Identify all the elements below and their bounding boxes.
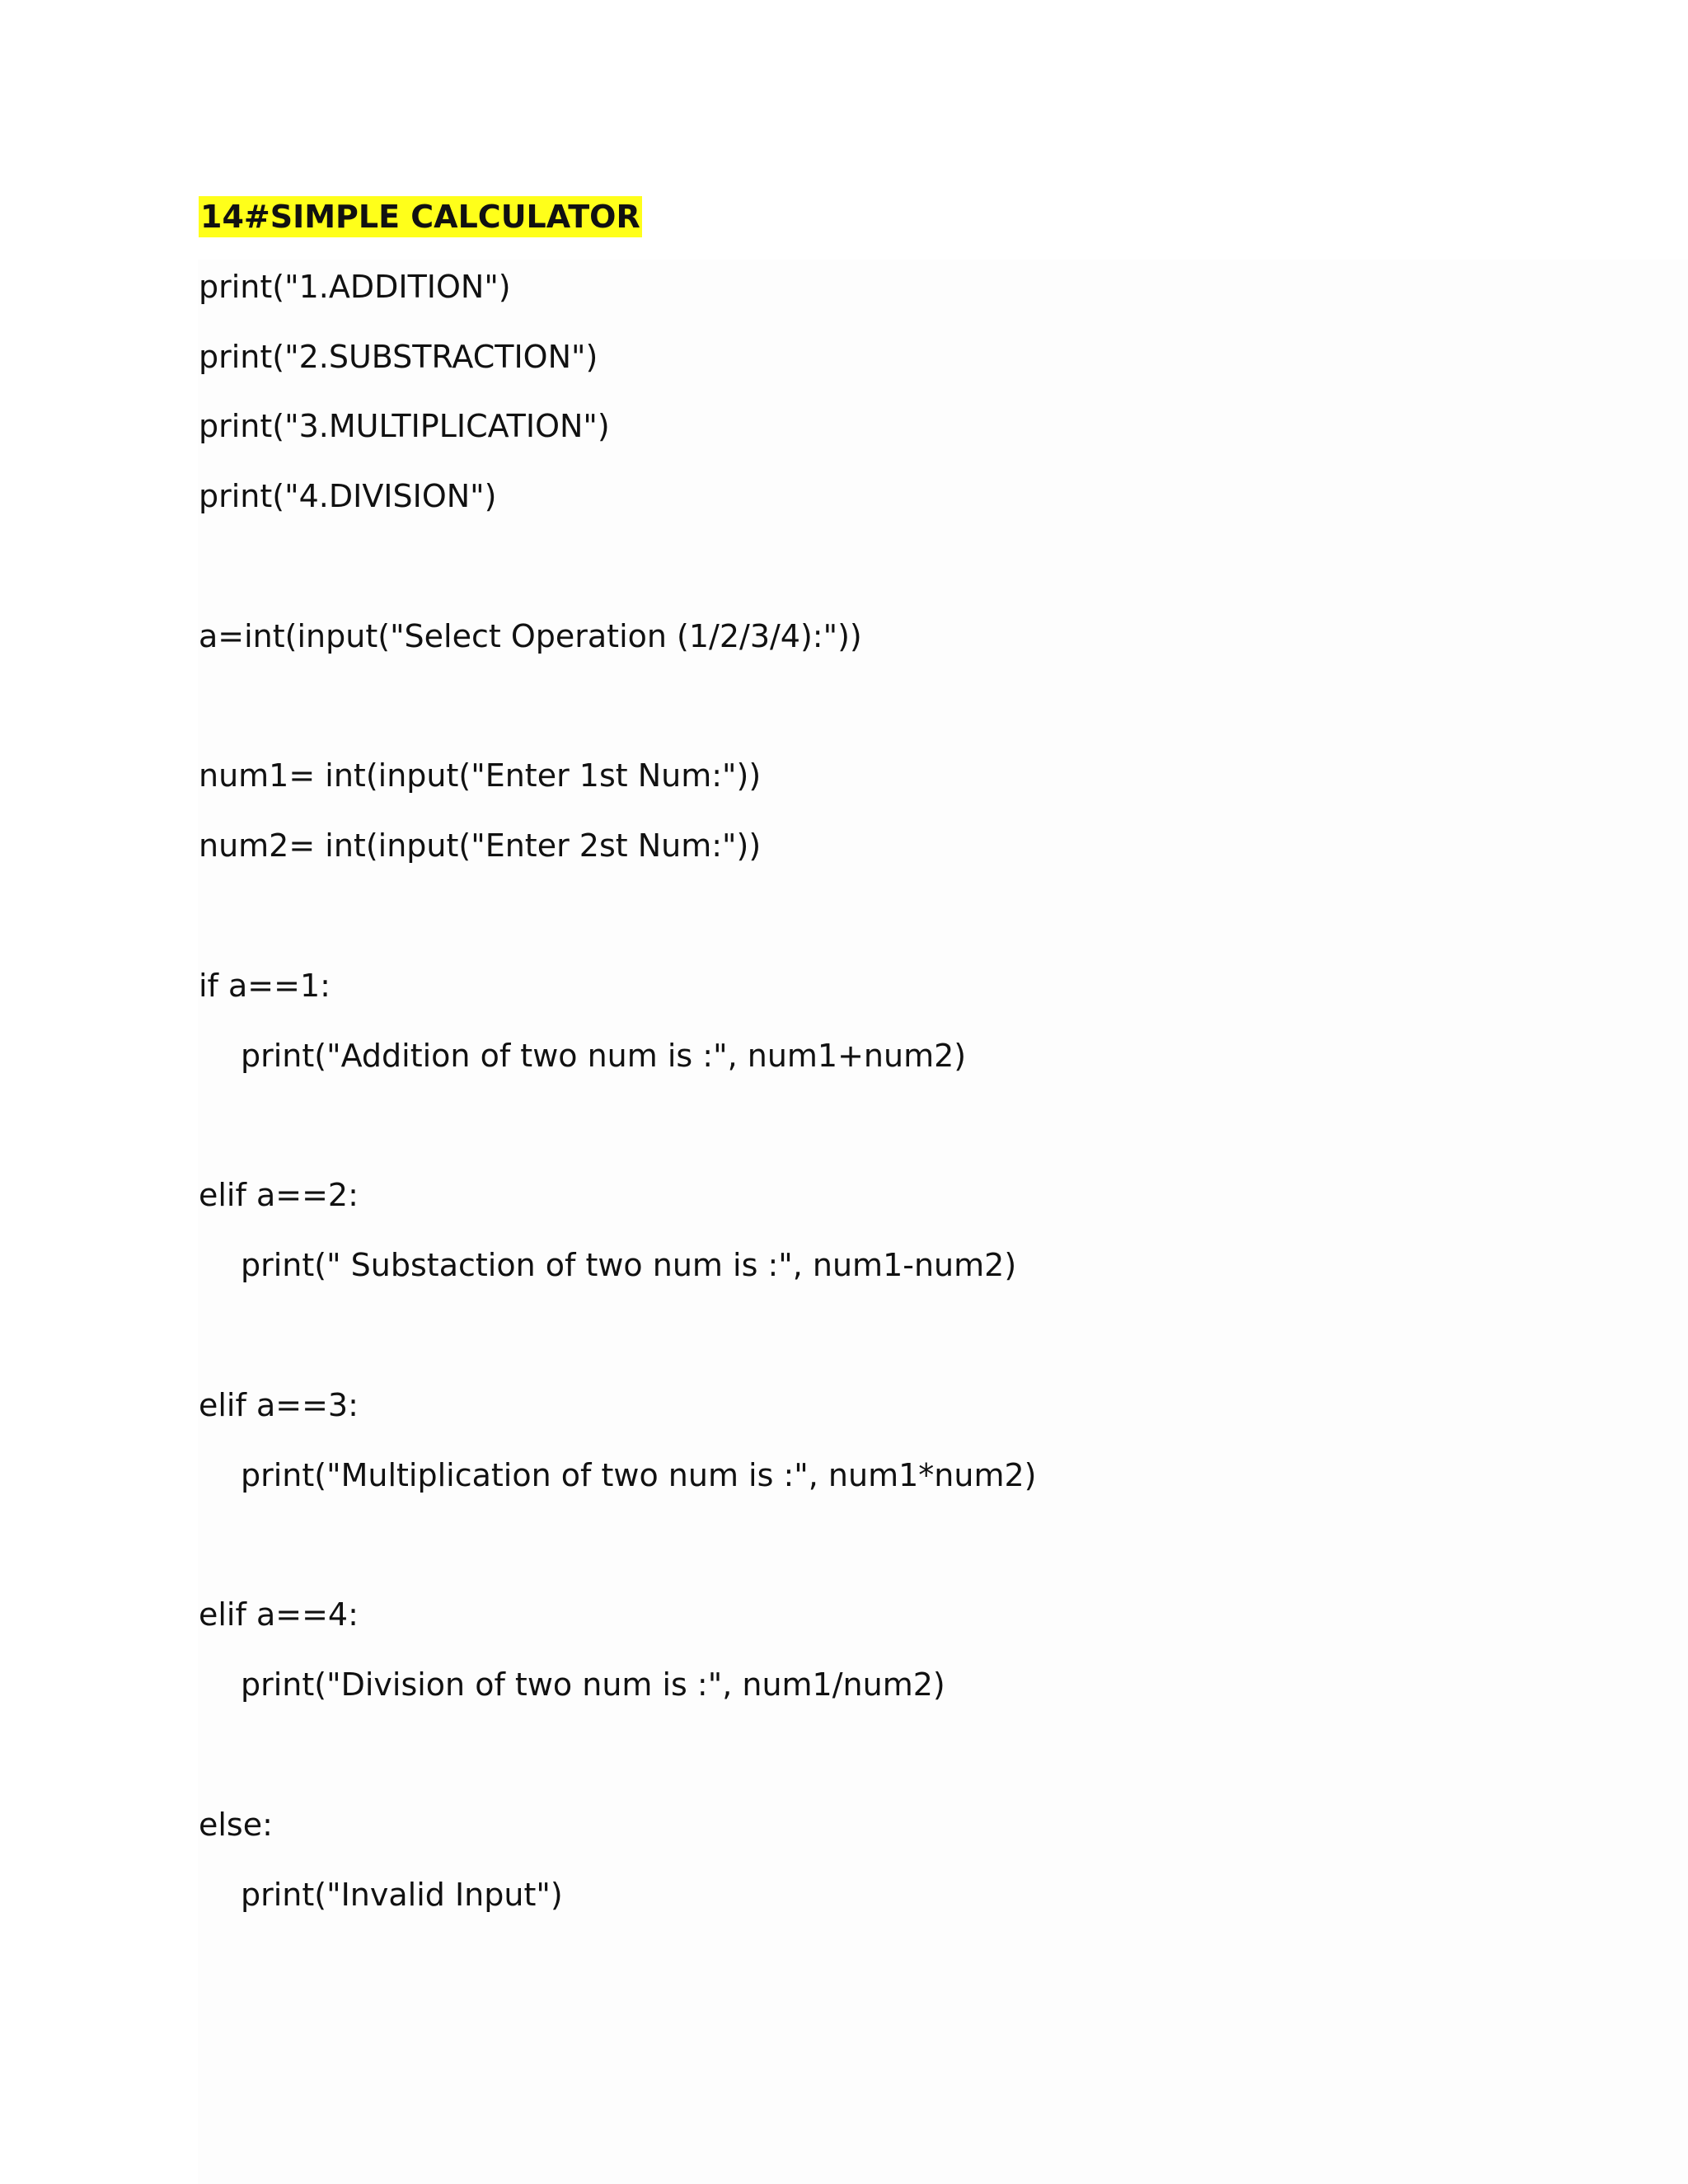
code-line-print-addition-result: print("Addition of two num is :", num1+num2) <box>241 1038 967 1074</box>
code-line-print-multiplication-result: print("Multiplication of two num is :", num1*num2) <box>241 1457 1037 1493</box>
code-line-if-a-1: if a==1: <box>199 968 331 1004</box>
code-line-print-division-result: print("Division of two num is :", num1/num2) <box>241 1666 945 1703</box>
code-line-print-subtraction-result: print(" Substaction of two num is :", num1-num2) <box>241 1247 1017 1283</box>
code-line-elif-a-4: elif a==4: <box>199 1596 359 1633</box>
code-line-print-invalid-input: print("Invalid Input") <box>241 1877 563 1913</box>
code-line-input-num1: num1= int(input("Enter 1st Num:")) <box>199 757 762 794</box>
code-line-input-num2: num2= int(input("Enter 2st Num:")) <box>199 827 762 864</box>
code-line-print-multiplication: print("3.MULTIPLICATION") <box>199 408 610 444</box>
code-line-elif-a-3: elif a==3: <box>199 1387 359 1423</box>
code-line-print-subtraction: print("2.SUBSTRACTION") <box>199 339 598 375</box>
code-line-print-division: print("4.DIVISION") <box>199 478 497 514</box>
code-line-elif-a-2: elif a==2: <box>199 1177 359 1213</box>
code-line-else: else: <box>199 1807 273 1843</box>
code-line-print-addition: print("1.ADDITION") <box>199 269 511 305</box>
document-title: 14#SIMPLE CALCULATOR <box>199 196 642 237</box>
code-line-select-operation: a=int(input("Select Operation (1/2/3/4):")) <box>199 618 862 654</box>
